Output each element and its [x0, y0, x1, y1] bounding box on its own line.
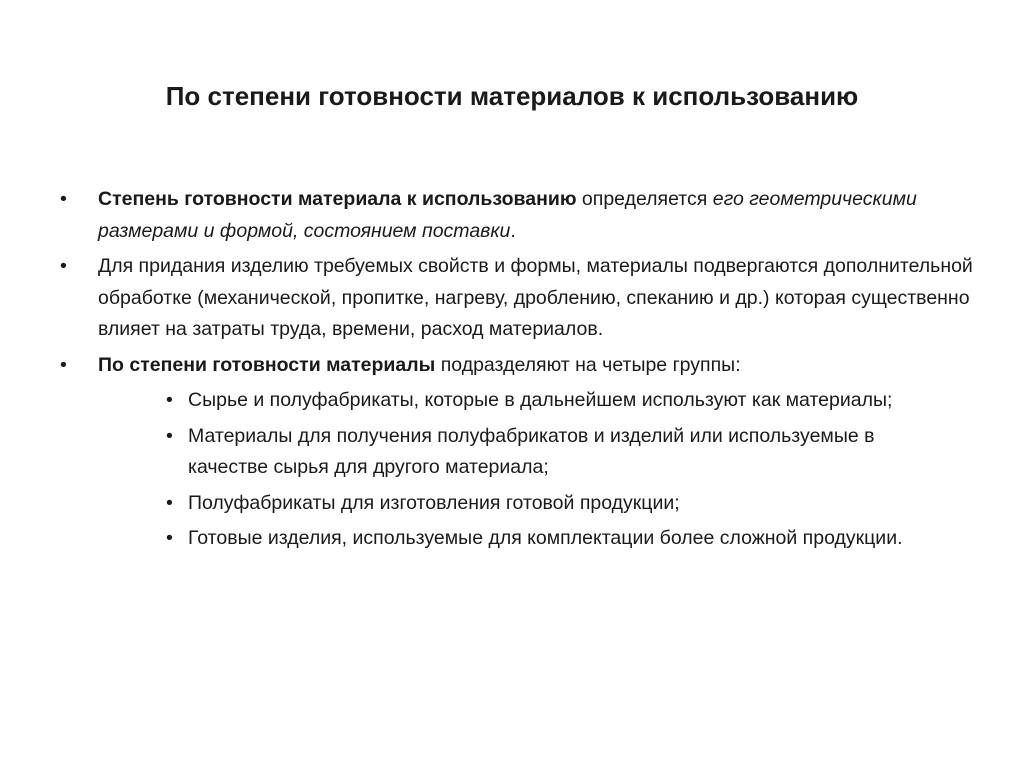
sub-bullet-text: Полуфабрикаты для изготовления готовой продукции; [188, 491, 680, 514]
sub-bullet-text: Сырье и полуфабрикаты, которые в дальнейшем используют как материалы; [188, 389, 893, 411]
bullet-icon: • [60, 353, 67, 376]
bullet-bold-text: Степень готовности материала к использованию [98, 188, 577, 210]
sub-bullet-item [166, 385, 908, 417]
slide-title: По степени готовности материалов к использованию [165, 81, 859, 111]
sub-bullet-text: Готовые изделия, используемые для комплектации более сложной продукции. [188, 527, 903, 549]
bullet-text: Для придания изделию требуемых свойств и формы, материалы подвергаются дополнительной обработке (механической, пропитке, нагреву, дроблению, спеканию и др.) которая существенно влияет на затраты труда, времени, расход материалов. [98, 255, 973, 340]
sub-bullet-item [166, 523, 908, 555]
bullet-text: определяется [576, 188, 713, 210]
bullet-item [60, 350, 980, 382]
bullet-bold-text: По степени готовности материалы [98, 353, 436, 376]
bullet-tail: . [510, 219, 516, 242]
bullet-icon: • [60, 255, 67, 277]
bullet-icon: • [60, 188, 67, 210]
slide-content [60, 184, 980, 559]
bullet-icon: • [166, 491, 173, 514]
bullet-item [60, 251, 980, 346]
bullet-text: подразделяют на четыре группы: [435, 353, 741, 376]
sub-bullet-item [166, 421, 908, 484]
sub-bullet-text: Материалы для получения полуфабрикатов и изделий или используемые в качестве сырья для другого материала; [188, 424, 875, 478]
bullet-icon: • [166, 424, 173, 447]
bullet-icon: • [166, 389, 173, 411]
bullet-item [60, 184, 980, 247]
sub-bullet-item [166, 488, 908, 520]
sub-bullet-list [166, 385, 980, 555]
bullet-icon: • [166, 527, 173, 549]
bullet-italic-text: его геометрическими размерами и формой, состоянием поставки [98, 188, 917, 242]
